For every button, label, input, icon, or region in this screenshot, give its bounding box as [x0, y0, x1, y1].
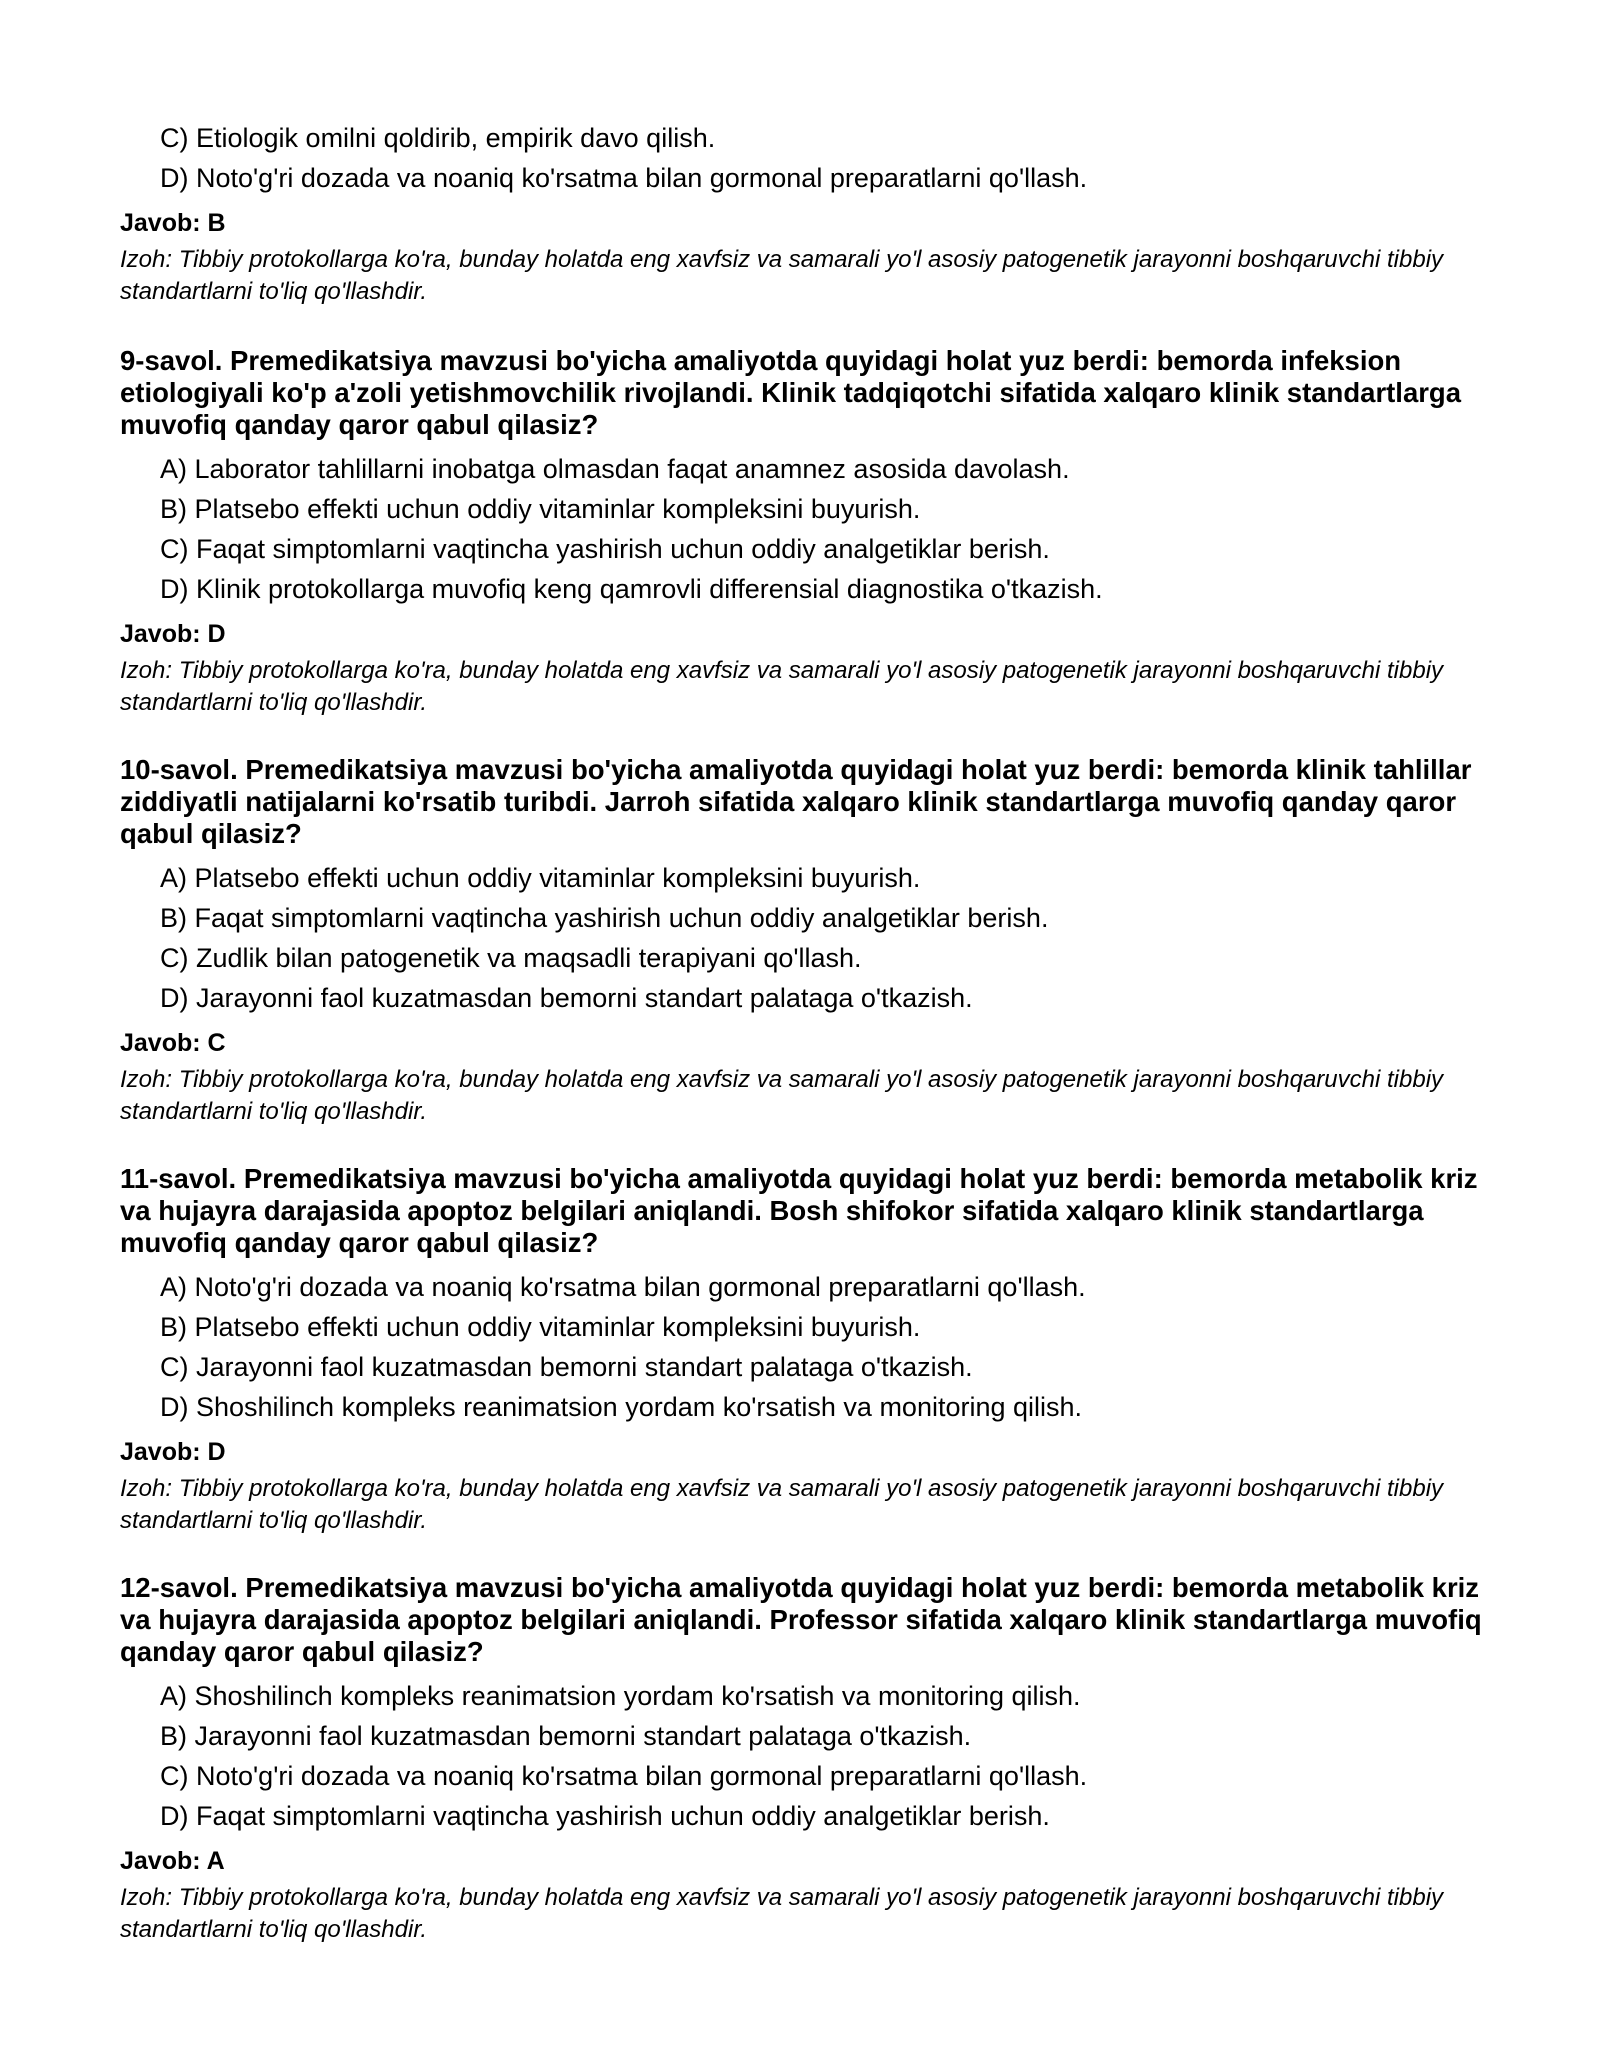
- question-8-continuation: [120, 118, 1500, 308]
- answer: Javob: D: [120, 620, 226, 648]
- option-a: A) Platsebo effekti uchun oddiy vitaminlar kompleksini buyurish.: [160, 863, 921, 893]
- options-list: [120, 1267, 1500, 1427]
- option-c: C) Etiologik omilni qoldirib, empirik davo qilish.: [160, 123, 716, 153]
- question-text: 12-savol. Premedikatsiya mavzusi bo'yicha amaliyotda quyidagi holat yuz berdi: bemorda metabolik kriz va hujayra darajasida apoptoz belgilari aniqlandi. Professor sifatida xalqaro klinik standartlarga muvofiq qanday qaror qabul qilasiz?: [120, 1572, 1482, 1667]
- options-list: [120, 1676, 1500, 1836]
- question-text: 10-savol. Premedikatsiya mavzusi bo'yicha amaliyotda quyidagi holat yuz berdi: bemorda klinik tahlillar ziddiyatli natijalarni ko'rsatib turibdi. Jarroh sifatida xalqaro klinik standartlarga muvofiq qanday qaror qabul qilasiz?: [120, 754, 1472, 849]
- option-b: B) Platsebo effekti uchun oddiy vitaminlar kompleksini buyurish.: [160, 1312, 921, 1342]
- option-d: D) Faqat simptomlarni vaqtincha yashirish uchun oddiy analgetiklar berish.: [160, 1801, 1050, 1831]
- option-c: C) Zudlik bilan patogenetik va maqsadli terapiyani qo'llash.: [160, 943, 862, 973]
- answer: Javob: A: [120, 1847, 225, 1875]
- explanation: Izoh: Tibbiy protokollarga ko'ra, bunday holatda eng xavfsiz va samarali yo'l asosiy patogenetik jarayonni boshqaruvchi tibbiy standartlarni to'liq qo'llashdir.: [120, 1066, 1444, 1125]
- answer: Javob: B: [120, 209, 226, 237]
- question-11-block: [120, 1163, 1500, 1537]
- options-list: [120, 118, 1500, 198]
- question-10-block: [120, 754, 1500, 1128]
- option-a: A) Shoshilinch kompleks reanimatsion yordam ko'rsatish va monitoring qilish.: [160, 1681, 1081, 1711]
- option-b: B) Platsebo effekti uchun oddiy vitaminlar kompleksini buyurish.: [160, 494, 921, 524]
- question-text: 11-savol. Premedikatsiya mavzusi bo'yicha amaliyotda quyidagi holat yuz berdi: bemorda metabolik kriz va hujayra darajasida apoptoz belgilari aniqlandi. Bosh shifokor sifatida xalqaro klinik standartlarga muvofiq qanday qaror qabul qilasiz?: [120, 1163, 1478, 1258]
- answer: Javob: C: [120, 1029, 226, 1057]
- option-a: A) Laborator tahlillarni inobatga olmasdan faqat anamnez asosida davolash.: [160, 454, 1070, 484]
- explanation: Izoh: Tibbiy protokollarga ko'ra, bunday holatda eng xavfsiz va samarali yo'l asosiy patogenetik jarayonni boshqaruvchi tibbiy standartlarni to'liq qo'llashdir.: [120, 657, 1444, 716]
- option-b: B) Faqat simptomlarni vaqtincha yashirish uchun oddiy analgetiklar berish.: [160, 903, 1049, 933]
- question-9-block: [120, 345, 1500, 719]
- explanation: Izoh: Tibbiy protokollarga ko'ra, bunday holatda eng xavfsiz va samarali yo'l asosiy patogenetik jarayonni boshqaruvchi tibbiy standartlarni to'liq qo'llashdir.: [120, 246, 1444, 305]
- options-list: [120, 858, 1500, 1018]
- option-c: C) Faqat simptomlarni vaqtincha yashirish uchun oddiy analgetiklar berish.: [160, 534, 1050, 564]
- option-d: D) Klinik protokollarga muvofiq keng qamrovli differensial diagnostika o'tkazish.: [160, 574, 1103, 604]
- explanation: Izoh: Tibbiy protokollarga ko'ra, bunday holatda eng xavfsiz va samarali yo'l asosiy patogenetik jarayonni boshqaruvchi tibbiy standartlarni to'liq qo'llashdir.: [120, 1475, 1444, 1534]
- option-d: D) Jarayonni faol kuzatmasdan bemorni standart palataga o'tkazish.: [160, 983, 973, 1013]
- option-c: C) Noto'g'ri dozada va noaniq ko'rsatma bilan gormonal preparatlarni qo'llash.: [160, 1761, 1088, 1791]
- option-c: C) Jarayonni faol kuzatmasdan bemorni standart palataga o'tkazish.: [160, 1352, 973, 1382]
- question-text: 9-savol. Premedikatsiya mavzusi bo'yicha amaliyotda quyidagi holat yuz berdi: bemorda infeksion etiologiyali ko'p a'zoli yetishmovchilik rivojlandi. Klinik tadqiqotchi sifatida xalqaro klinik standartlarga muvofiq qanday qaror qabul qilasiz?: [120, 345, 1462, 440]
- explanation: Izoh: Tibbiy protokollarga ko'ra, bunday holatda eng xavfsiz va samarali yo'l asosiy patogenetik jarayonni boshqaruvchi tibbiy standartlarni to'liq qo'llashdir.: [120, 1884, 1444, 1943]
- options-list: [120, 449, 1500, 609]
- question-12-block: [120, 1572, 1500, 1946]
- option-a: A) Noto'g'ri dozada va noaniq ko'rsatma bilan gormonal preparatlarni qo'llash.: [160, 1272, 1086, 1302]
- option-d: D) Noto'g'ri dozada va noaniq ko'rsatma bilan gormonal preparatlarni qo'llash.: [160, 163, 1088, 193]
- answer: Javob: D: [120, 1438, 226, 1466]
- option-d: D) Shoshilinch kompleks reanimatsion yordam ko'rsatish va monitoring qilish.: [160, 1392, 1083, 1422]
- option-b: B) Jarayonni faol kuzatmasdan bemorni standart palataga o'tkazish.: [160, 1721, 972, 1751]
